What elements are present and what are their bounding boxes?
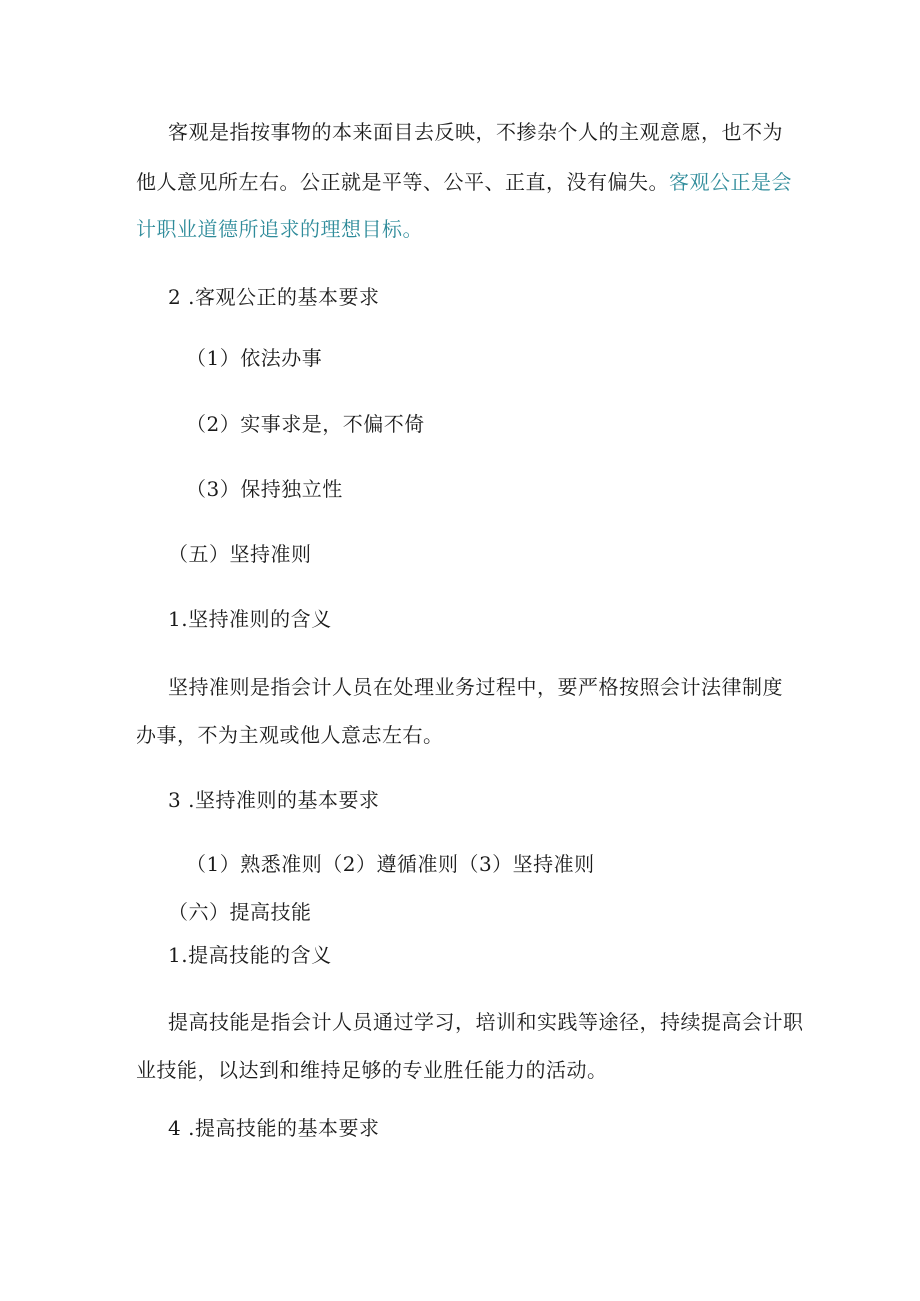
subheading: 1.提高技能的含义: [168, 943, 332, 967]
paragraph-line: 坚持准则是指会计人员在处理业务过程中，要严格按照会计法律制度: [168, 675, 783, 699]
paragraph-line: 客观是指按事物的本来面目去反映，不掺杂个人的主观意愿，也不为: [168, 120, 783, 144]
paragraph-line: [136, 167, 792, 197]
section-heading: （五）坚持准则: [168, 542, 312, 566]
paragraph-line: 办事，不为主观或他人意志左右。: [136, 723, 444, 747]
paragraph-line: 提高技能是指会计人员通过学习，培训和实践等途径，持续提高会计职: [168, 1010, 804, 1034]
subheading: 3 .坚持准则的基本要求: [168, 788, 380, 812]
subheading: 1.坚持准则的含义: [168, 607, 332, 631]
list-item: （1）依法办事: [186, 346, 323, 370]
list-item: （1）熟悉准则（2）遵循准则（3）坚持准则: [186, 852, 595, 876]
paragraph-line: 业技能，以达到和维持足够的专业胜任能力的活动。: [136, 1058, 608, 1082]
subheading: 2 .客观公正的基本要求: [168, 285, 380, 309]
list-item: （2）实事求是，不偏不倚: [186, 412, 425, 436]
highlighted-text: 计职业道德所追求的理想目标。: [136, 217, 423, 241]
subheading: 4 .提高技能的基本要求: [168, 1116, 380, 1140]
section-heading: （六）提高技能: [168, 900, 312, 924]
highlighted-text: 客观公正是会: [669, 170, 792, 194]
paragraph-text: 他人意见所左右。公正就是平等、公平、正直，没有偏失。: [136, 170, 669, 194]
list-item: （3）保持独立性: [186, 477, 343, 501]
